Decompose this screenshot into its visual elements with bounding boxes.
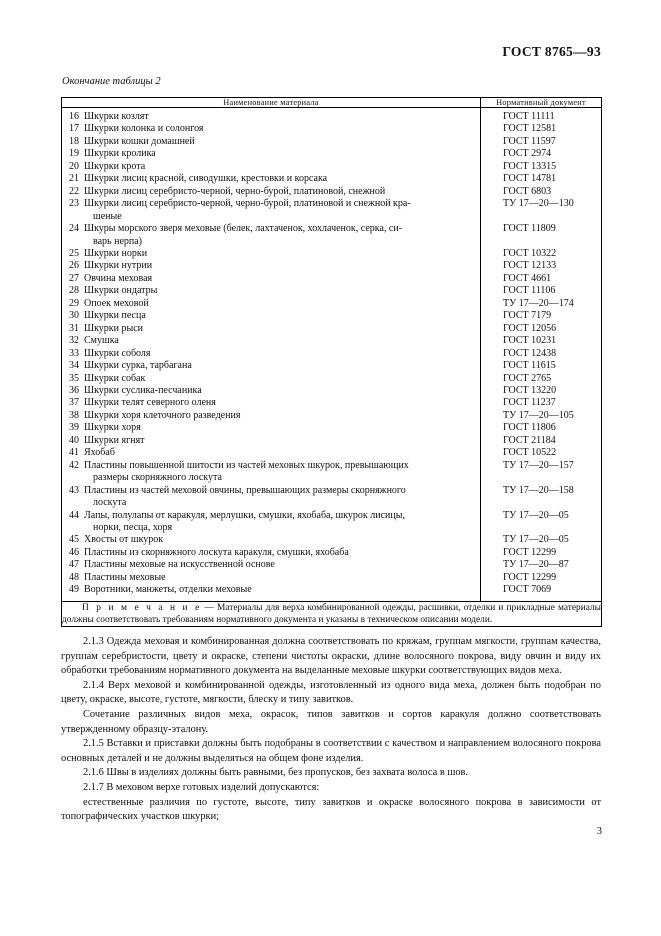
row-material-name: Пластины из скорняжного лоскута каракуля, смушки, яхобаба bbox=[84, 546, 349, 558]
row-number: 26 bbox=[69, 260, 79, 272]
material-name-list bbox=[62, 108, 480, 601]
row-normative-document: ТУ 17—20—05 bbox=[503, 534, 569, 546]
row-number: 38 bbox=[69, 409, 79, 421]
table-row bbox=[62, 447, 480, 459]
row-number: 18 bbox=[69, 135, 79, 147]
row-number: 22 bbox=[69, 185, 79, 197]
row-normative-document: ТУ 17—20—105 bbox=[503, 409, 574, 421]
row-material-name: Шкурки козлят bbox=[84, 111, 149, 122]
row-number: 46 bbox=[69, 546, 79, 558]
standard-code-header: ГОСТ 8765—93 bbox=[502, 44, 601, 59]
row-number: 24 bbox=[69, 223, 79, 235]
table-row bbox=[62, 435, 480, 447]
row-material-name: Шкурки хоря клеточного разведения bbox=[84, 409, 241, 421]
table-row bbox=[62, 410, 480, 422]
row-normative-document: ГОСТ 2974 bbox=[503, 148, 552, 160]
table-row bbox=[62, 559, 480, 571]
row-normative-document: ГОСТ 12056 bbox=[503, 322, 557, 334]
row-number-spacer bbox=[69, 497, 84, 509]
row-number: 32 bbox=[69, 335, 79, 347]
row-material-name: Опоек меховой bbox=[84, 297, 149, 309]
table-row bbox=[62, 348, 480, 360]
row-normative-document-spacer bbox=[481, 522, 601, 534]
row-number-spacer bbox=[69, 236, 84, 248]
row-material-name-continued: размеры скорняжного лоскута bbox=[93, 472, 222, 484]
row-material-name: Шкурки колонка и солонгоя bbox=[84, 123, 204, 135]
row-number: 23 bbox=[69, 198, 79, 210]
row-material-name: Шкурки собак bbox=[84, 372, 146, 384]
page-number: 3 bbox=[596, 826, 602, 837]
row-normative-document: ТУ 17—20—158 bbox=[503, 484, 574, 496]
row-number: 47 bbox=[69, 559, 79, 571]
row-material-name: Пластины меховые bbox=[84, 571, 166, 583]
row-normative-document: ТУ 17—20—05 bbox=[503, 509, 569, 521]
row-material-name: Пластины меховые на искусственной основе bbox=[84, 559, 275, 571]
table-row bbox=[62, 136, 480, 148]
row-number: 49 bbox=[69, 584, 79, 596]
row-normative-document: ГОСТ 11806 bbox=[503, 422, 556, 434]
table-row bbox=[62, 584, 480, 596]
row-normative-document-spacer bbox=[481, 236, 601, 248]
table-row bbox=[62, 198, 480, 210]
row-normative-document: ГОСТ 13315 bbox=[503, 160, 557, 172]
row-number: 40 bbox=[69, 434, 79, 446]
row-number: 20 bbox=[69, 160, 79, 172]
row-material-name-continued: варь нерпа) bbox=[93, 235, 142, 247]
row-material-name: Шкурки соболя bbox=[84, 347, 151, 359]
table-row bbox=[62, 273, 480, 285]
table-row bbox=[62, 123, 480, 135]
row-material-name-continued: шеные bbox=[93, 210, 122, 222]
row-number: 43 bbox=[69, 484, 79, 496]
table-row bbox=[62, 260, 480, 272]
row-normative-document-spacer bbox=[481, 497, 601, 509]
table-row-continuation bbox=[62, 472, 480, 484]
body-paragraph: естественные различия по густоте, высоте, типу завитков и окраске волосяного покрова в зависимости от топографических участков шкурки; bbox=[61, 796, 601, 823]
table-row bbox=[62, 248, 480, 260]
row-number: 34 bbox=[69, 360, 79, 372]
row-normative-document: ГОСТ 11106 bbox=[503, 285, 556, 297]
row-number: 17 bbox=[69, 123, 79, 135]
row-material-name: Шкурки ягнят bbox=[84, 434, 145, 446]
table-row bbox=[62, 397, 480, 409]
row-number: 29 bbox=[69, 297, 79, 309]
table-row-continuation bbox=[62, 211, 480, 223]
row-normative-document: ГОСТ 10522 bbox=[503, 447, 557, 459]
row-normative-document: ТУ 17—20—157 bbox=[503, 459, 574, 471]
table-row bbox=[62, 161, 480, 173]
row-material-name: Шкурки норки bbox=[84, 247, 148, 259]
row-normative-document-spacer bbox=[481, 472, 601, 484]
body-paragraph: 2.1.3 Одежда меховая и комбинированная должна соответствовать по кряжам, группам мягкости, группам качества, группам серебристости, цвету и окраске, степени чистоты окраски, длине волосяного покрова, виду овчин и виду их обработки требованиям нормативного документа на выделанные меховые шкурки соответствующих видов меха. bbox=[61, 636, 601, 677]
table-note-row bbox=[62, 601, 602, 627]
row-number: 42 bbox=[69, 459, 79, 471]
row-number-spacer bbox=[69, 522, 84, 534]
normative-documents-cell bbox=[481, 108, 602, 602]
table-row bbox=[62, 186, 480, 198]
row-material-name-continued: лоскута bbox=[93, 497, 127, 509]
table-header-row bbox=[62, 98, 602, 108]
row-normative-document-spacer bbox=[481, 211, 601, 223]
row-normative-document: ГОСТ 12299 bbox=[503, 571, 557, 583]
body-paragraph: Сочетание различных видов меха, окрасок, типов завитков и сортов каракуля должно соответствовать утвержденному образцу-эталону. bbox=[61, 708, 601, 735]
row-normative-document: ГОСТ 11237 bbox=[503, 397, 556, 409]
row-material-name: Смушка bbox=[84, 335, 119, 347]
body-paragraph: 2.1.6 Швы в изделиях должны быть равными, без пропусков, без захвата волоса в шов. bbox=[83, 767, 469, 779]
row-normative-document: ТУ 17—20—130 bbox=[503, 198, 574, 210]
row-material-name: Хвосты от шкурок bbox=[84, 534, 164, 546]
table-row bbox=[62, 111, 480, 123]
table-caption: Окончание таблицы 2 bbox=[62, 76, 161, 87]
row-material-name: Пластины повышенной шитости из частей меховых шкурок, превышающих bbox=[84, 459, 409, 471]
table-row bbox=[62, 460, 480, 472]
table-row-continuation bbox=[62, 497, 480, 509]
table-row bbox=[62, 510, 480, 522]
row-number: 31 bbox=[69, 322, 79, 334]
column-header-normative-document: Нормативный документ bbox=[481, 98, 602, 108]
row-number: 45 bbox=[69, 534, 79, 546]
row-material-name-continued: норки, песца, хоря bbox=[93, 521, 173, 533]
row-normative-document: ГОСТ 6803 bbox=[503, 185, 552, 197]
row-material-name: Воротники, манжеты, отделки меховые bbox=[84, 584, 252, 596]
table-row bbox=[62, 485, 480, 497]
body-paragraph: 2.1.7 В меховом верхе готовых изделий допускаются: bbox=[83, 781, 320, 793]
row-material-name: Шкурки рыси bbox=[84, 322, 144, 334]
row-normative-document: ГОСТ 21184 bbox=[503, 434, 556, 446]
row-number: 36 bbox=[69, 384, 79, 396]
row-number: 21 bbox=[69, 173, 79, 185]
row-normative-document: ГОСТ 12438 bbox=[503, 347, 557, 359]
row-number: 48 bbox=[69, 571, 79, 583]
table-row-continuation bbox=[62, 522, 480, 534]
row-material-name: Шкурки сурка, тарбагана bbox=[84, 360, 192, 372]
table-row bbox=[62, 148, 480, 160]
row-normative-document: ГОСТ 7069 bbox=[503, 584, 552, 596]
row-material-name: Шкурки кошки домашней bbox=[84, 135, 195, 147]
row-normative-document: ГОСТ 12299 bbox=[503, 546, 557, 558]
row-normative-document: ГОСТ 11111 bbox=[503, 111, 555, 122]
row-normative-document: ТУ 17—20—87 bbox=[503, 559, 569, 571]
note-label: П р и м е ч а н и е bbox=[82, 602, 202, 613]
row-normative-document: ГОСТ 7179 bbox=[503, 310, 552, 322]
row-number-spacer bbox=[69, 211, 84, 223]
row-normative-document: ГОСТ 10231 bbox=[503, 335, 557, 347]
row-number: 35 bbox=[69, 372, 79, 384]
row-material-name: Шкурки лисиц серебристо-черной, черно-бурой, платиновой и снежной кра- bbox=[84, 198, 411, 210]
row-material-name: Шкурки песца bbox=[84, 310, 146, 322]
table-row bbox=[62, 534, 480, 546]
row-material-name: Овчина меховая bbox=[84, 272, 153, 284]
row-material-name: Шкурки телят северного оленя bbox=[84, 397, 216, 409]
row-number: 33 bbox=[69, 347, 79, 359]
table-row bbox=[62, 360, 480, 372]
row-number: 30 bbox=[69, 310, 79, 322]
row-material-name: Яхобаб bbox=[84, 447, 115, 459]
row-number: 39 bbox=[69, 422, 79, 434]
row-number: 37 bbox=[69, 397, 79, 409]
row-number: 19 bbox=[69, 148, 79, 160]
row-material-name: Лапы, полулапы от каракуля, мерлушки, смушки, яхобаба, шкурок лисицы, bbox=[84, 509, 405, 521]
row-material-name: Шкурки ондатры bbox=[84, 285, 158, 297]
row-normative-document: ГОСТ 12133 bbox=[503, 260, 557, 272]
table-note bbox=[62, 601, 602, 627]
column-header-material-name: Наименование материала bbox=[62, 98, 481, 108]
body-paragraph: 2.1.4 Верх меховой и комбинированной одежды, изготовленный из одного вида меха, должен быть подобран по цвету, окраске, высоте, густоте, мягкости, блеску и типу завитков. bbox=[61, 679, 601, 706]
table-row bbox=[62, 385, 480, 397]
row-number: 25 bbox=[69, 247, 79, 259]
row-normative-document: ГОСТ 2765 bbox=[503, 372, 552, 384]
material-names-cell bbox=[62, 108, 481, 602]
row-material-name: Шкурки нутрии bbox=[84, 260, 153, 272]
row-material-name: Шкурки лисиц красной, сиводушки, крестовки и корсака bbox=[84, 173, 328, 185]
row-number: 16 bbox=[69, 111, 79, 122]
table-row bbox=[62, 223, 480, 235]
table-row bbox=[62, 298, 480, 310]
row-number: 28 bbox=[69, 285, 79, 297]
body-paragraph: 2.1.5 Вставки и приставки должны быть подобраны в соответствии с качеством и направлением волосяного покрова основных деталей и не должны выделяться на общем фоне изделия. bbox=[61, 738, 601, 764]
row-number-spacer bbox=[69, 472, 84, 484]
row-number: 27 bbox=[69, 272, 79, 284]
row-material-name: Шкурки кролика bbox=[84, 148, 156, 160]
row-normative-document: ГОСТ 11809 bbox=[503, 223, 556, 235]
note-text: — Материалы для верха комбинированной одежды, расшивки, отделки и прикладные материалы должны соответствовать требованиям нормативного документа и указаны в техническом описании модели. bbox=[62, 602, 601, 625]
materials-table bbox=[61, 97, 602, 627]
normative-document-list bbox=[481, 108, 601, 601]
row-material-name: Шкурки суслика-песчаника bbox=[84, 384, 202, 396]
row-normative-document: ГОСТ 11615 bbox=[503, 360, 556, 372]
table-row bbox=[62, 310, 480, 322]
row-normative-document: ГОСТ 10322 bbox=[503, 247, 557, 259]
table-row bbox=[62, 335, 480, 347]
row-normative-document: ГОСТ 12581 bbox=[503, 123, 557, 135]
body-text-block bbox=[61, 635, 601, 825]
table-row bbox=[62, 373, 480, 385]
table-row bbox=[62, 422, 480, 434]
table-row bbox=[62, 572, 480, 584]
table-row bbox=[62, 173, 480, 185]
row-material-name: Шкуры морского зверя меховые (белек, лахтаченок, хохлаченок, серка, си- bbox=[84, 223, 403, 235]
row-normative-document: ТУ 17—20—174 bbox=[503, 297, 574, 309]
table-row bbox=[62, 547, 480, 559]
table-row-continuation bbox=[62, 236, 480, 248]
row-normative-document: ГОСТ 11597 bbox=[503, 135, 556, 147]
row-normative-document: ГОСТ 14781 bbox=[503, 173, 557, 185]
row-material-name: Пластины из частей меховой овчины, превышающих размеры скорняжного bbox=[84, 484, 406, 496]
row-number: 44 bbox=[69, 509, 79, 521]
table-row bbox=[62, 323, 480, 335]
row-material-name: Шкурки хоря bbox=[84, 422, 141, 434]
row-normative-document: ГОСТ 13220 bbox=[503, 384, 557, 396]
row-number: 41 bbox=[69, 447, 79, 459]
row-material-name: Шкурки крота bbox=[84, 160, 146, 172]
table-body-row bbox=[62, 108, 602, 602]
table-row bbox=[62, 285, 480, 297]
row-normative-document: ГОСТ 4661 bbox=[503, 272, 552, 284]
row-material-name: Шкурки лисиц серебристо-черной, черно-бурой, платиновой, снежной bbox=[84, 185, 386, 197]
